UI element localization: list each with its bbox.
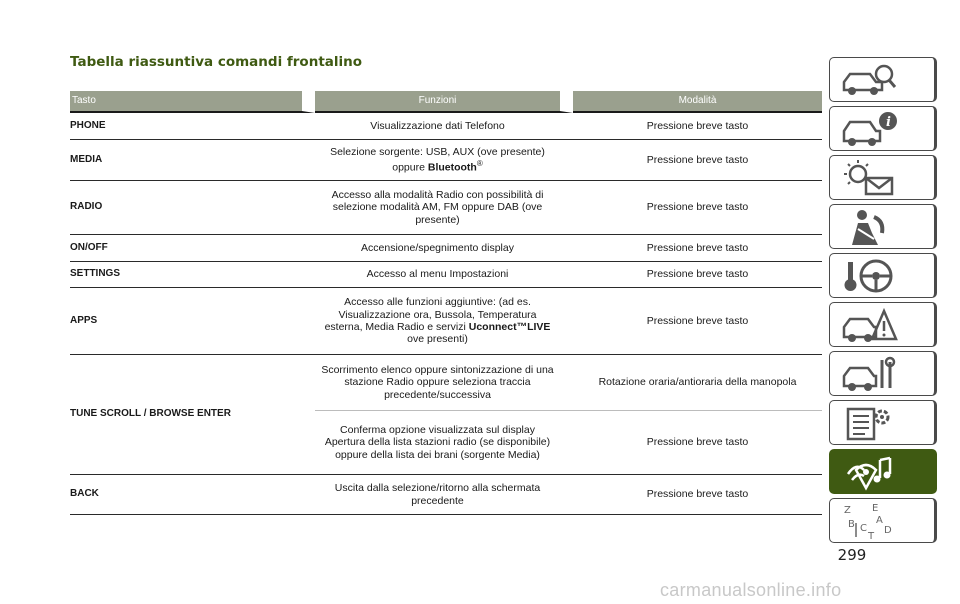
index-letters-icon	[838, 501, 898, 541]
fn-text: ove presenti)	[407, 333, 468, 346]
row-function: Scorrimento elenco oppure sintonizzazione di una stazione Radio oppure seleziona traccia precedente/successiva	[315, 355, 573, 411]
row-key: APPS	[70, 288, 315, 355]
tab-index[interactable]	[829, 498, 937, 543]
car-maintenance-icon	[838, 354, 898, 394]
car-info-icon	[838, 109, 898, 149]
commands-table	[70, 91, 822, 515]
row-key: MEDIA	[70, 140, 315, 181]
watermark: carmanualsonline.info	[660, 580, 842, 600]
row-function: Accensione/spegnimento display	[315, 235, 573, 262]
fn-text: Selezione sorgente: USB, AUX (ove presente)	[330, 145, 545, 158]
row-key: BACK	[70, 475, 315, 515]
row-function: Accesso alla modalità Radio con possibilità di selezione modalità AM, FM oppure DAB (ove presente)	[315, 181, 573, 235]
tab-maintenance[interactable]	[829, 351, 937, 396]
row-function: Conferma opzione visualizzata sul display Apertura della lista stazioni radio (se disponibile) oppure della lista dei brani (sorgente Media)	[315, 411, 573, 475]
row-mode: Pressione breve tasto	[573, 288, 822, 355]
index-letter: E	[872, 503, 879, 514]
registered-mark: ®	[476, 159, 483, 169]
header-modalita: Modalità	[573, 91, 822, 113]
svg-text:i: i	[886, 115, 891, 130]
tab-car-overview[interactable]	[829, 57, 937, 102]
index-letter: A	[876, 515, 883, 526]
table-row	[70, 235, 822, 262]
row-function: Accesso al menu Impostazioni	[315, 262, 573, 288]
page-number: 299	[837, 546, 867, 564]
table-row	[70, 355, 822, 411]
tab-technical-data[interactable]	[829, 400, 937, 445]
row-key: TUNE SCROLL / BROWSE ENTER	[70, 355, 315, 475]
car-search-icon	[838, 60, 898, 100]
bluetooth-text: Bluetooth	[427, 161, 477, 174]
table-row	[70, 113, 822, 140]
tab-safety[interactable]	[829, 204, 937, 249]
row-key: ON/OFF	[70, 235, 315, 262]
row-function	[315, 140, 573, 181]
tab-warning-lights[interactable]	[829, 155, 937, 200]
tech-specs-icon	[838, 403, 898, 443]
header-tasto: Tasto	[70, 91, 315, 113]
key-steering-icon	[838, 256, 898, 296]
row-mode: Pressione breve tasto	[573, 411, 822, 475]
row-mode: Pressione breve tasto	[573, 262, 822, 288]
table-row	[70, 181, 822, 235]
table-row	[70, 262, 822, 288]
row-mode: Pressione breve tasto	[573, 475, 822, 515]
row-function: Uscita dalla selezione/ritorno alla schermata precedente	[315, 475, 573, 515]
multimedia-icon	[838, 452, 898, 492]
row-mode: Pressione breve tasto	[573, 181, 822, 235]
table-row	[70, 288, 822, 355]
tab-multimedia[interactable]	[829, 449, 937, 494]
table-header-row	[70, 91, 822, 113]
index-letter: B	[848, 519, 855, 530]
page-title: Tabella riassuntiva comandi frontalino	[70, 54, 363, 70]
warning-lights-icon	[838, 158, 898, 198]
index-letter: C	[860, 523, 867, 534]
row-key: RADIO	[70, 181, 315, 235]
row-mode: Rotazione oraria/antioraria della manopola	[573, 355, 822, 411]
table-row	[70, 140, 822, 181]
index-letter: Z	[844, 505, 851, 516]
tab-starting-driving[interactable]	[829, 253, 937, 298]
index-letter: T	[868, 531, 875, 541]
fn-text: oppure	[392, 161, 425, 174]
row-key: SETTINGS	[70, 262, 315, 288]
fn-text: Accesso alle funzioni aggiuntive: (ad es. Visualizzazione ora, Bussola, Temperatura esterna, Media Radio e servizi	[324, 296, 537, 333]
row-mode: Pressione breve tasto	[573, 140, 822, 181]
tab-car-info[interactable]	[829, 106, 937, 151]
row-key: PHONE	[70, 113, 315, 140]
uconnect-text: Uconnect™LIVE	[468, 321, 551, 333]
row-mode: Pressione breve tasto	[573, 113, 822, 140]
table-row	[70, 475, 822, 515]
row-mode: Pressione breve tasto	[573, 235, 822, 262]
row-function: Visualizzazione dati Telefono	[315, 113, 573, 140]
header-funzioni: Funzioni	[315, 91, 573, 113]
index-letter: D	[884, 525, 892, 536]
tab-emergency[interactable]	[829, 302, 937, 347]
row-function	[315, 288, 573, 355]
car-emergency-icon	[838, 305, 898, 345]
seat-safety-icon	[838, 207, 898, 247]
